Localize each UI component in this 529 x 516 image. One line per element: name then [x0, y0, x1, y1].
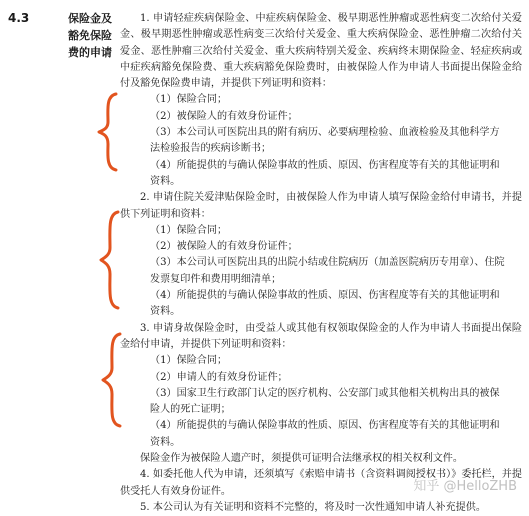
list-item: 险人的死亡证明；: [150, 404, 231, 416]
list-item: （2）被保险人的有效身份证件；: [150, 110, 298, 122]
list-item: （4）所能提供的与确认保险事故的性质、原因、伤害程度等有关的其他证明和: [150, 420, 500, 432]
list-item: （3）国家卫生行政部门认定的医疗机构、公安部门或其他相关机构出具的被保: [150, 387, 500, 399]
list-item: 法检验报告的疾病诊断书；: [150, 143, 272, 155]
list-item: （4）所能提供的与确认保险事故的性质、原因、伤害程度等有关的其他证明和: [150, 290, 500, 302]
list-item: 发票复印件和费用明细清单；: [150, 273, 282, 285]
list-item: 资料。: [150, 175, 181, 187]
paragraph: 2. 申请住院关爱津贴保险金时，由被保险人作为申请人填写保险金给付申请书，并提供下列证明和资料：: [120, 192, 522, 220]
section-number: 4.3: [8, 11, 30, 25]
annotation-brace: [96, 92, 120, 172]
list-item: （4）所能提供的与确认保险事故的性质、原因、伤害程度等有关的其他证明和: [150, 159, 500, 171]
list-item: 资料。: [150, 306, 181, 318]
section-title-line: 豁免保险: [68, 29, 112, 42]
section-title-line: 保险金及: [68, 12, 112, 25]
section-title: [68, 10, 118, 61]
list-item: （1）保险合同；: [150, 355, 228, 367]
paragraph: 1. 申请轻症疾病保险金、中症疾病保险金、极早期恶性肿瘤或恶性病变二次给付关爱金、极早期恶性肿瘤或恶性病变三次给付关爱金、重大疾病保险金、恶性肿瘤二次给付关爱金、恶性肿瘤三次给付关爱金、重大疾病特别关爱金、疾病终末期保险金、轻症疾病或中症疾病豁免保险费、重大疾病豁免保险费时，由被保险人作为申请人书面提出保险金给付及豁免保险费申请，并提供下列证明和资料：: [120, 13, 522, 90]
paragraph: 4. 如委托他人代为申请，还须填写《索赔申请书（含资料调阅授权书）》委托栏，并提供受托人有效身份证件。: [120, 469, 522, 497]
section-title-line: 费的申请: [68, 46, 112, 59]
paragraph: 保险金作为被保险人遗产时，须提供可证明合法继承权的相关权利文件。: [140, 453, 463, 465]
list-item: （1）保险合同；: [150, 224, 228, 236]
annotation-brace: [98, 210, 122, 310]
annotation-brace: [100, 332, 124, 428]
list-item: （1）保险合同；: [150, 94, 228, 106]
paragraph: 3. 申请身故保险金时，由受益人或其他有权领取保险金的人作为申请人书面提出保险金给付申请，并提供下列证明和资料：: [120, 322, 522, 350]
list-item: （3）本公司认可医院出具的附有病历、必要病理检验、血液检验及其他科学方: [150, 127, 500, 139]
paragraph: 5. 本公司认为有关证明和资料不完整的，将及时一次性通知申请人补充提供。: [140, 501, 486, 513]
list-item: （2）被保险人的有效身份证件；: [150, 241, 298, 253]
list-item: （2）申请人的有效身份证件；: [150, 371, 288, 383]
section-body: [120, 11, 522, 516]
list-item: 资料。: [150, 436, 181, 448]
list-item: （3）本公司认可医院出具的出院小结或住院病历（加盖医院病历专用章）、住院: [150, 257, 505, 269]
watermark: 知乎 @HelloZHB: [413, 479, 517, 494]
